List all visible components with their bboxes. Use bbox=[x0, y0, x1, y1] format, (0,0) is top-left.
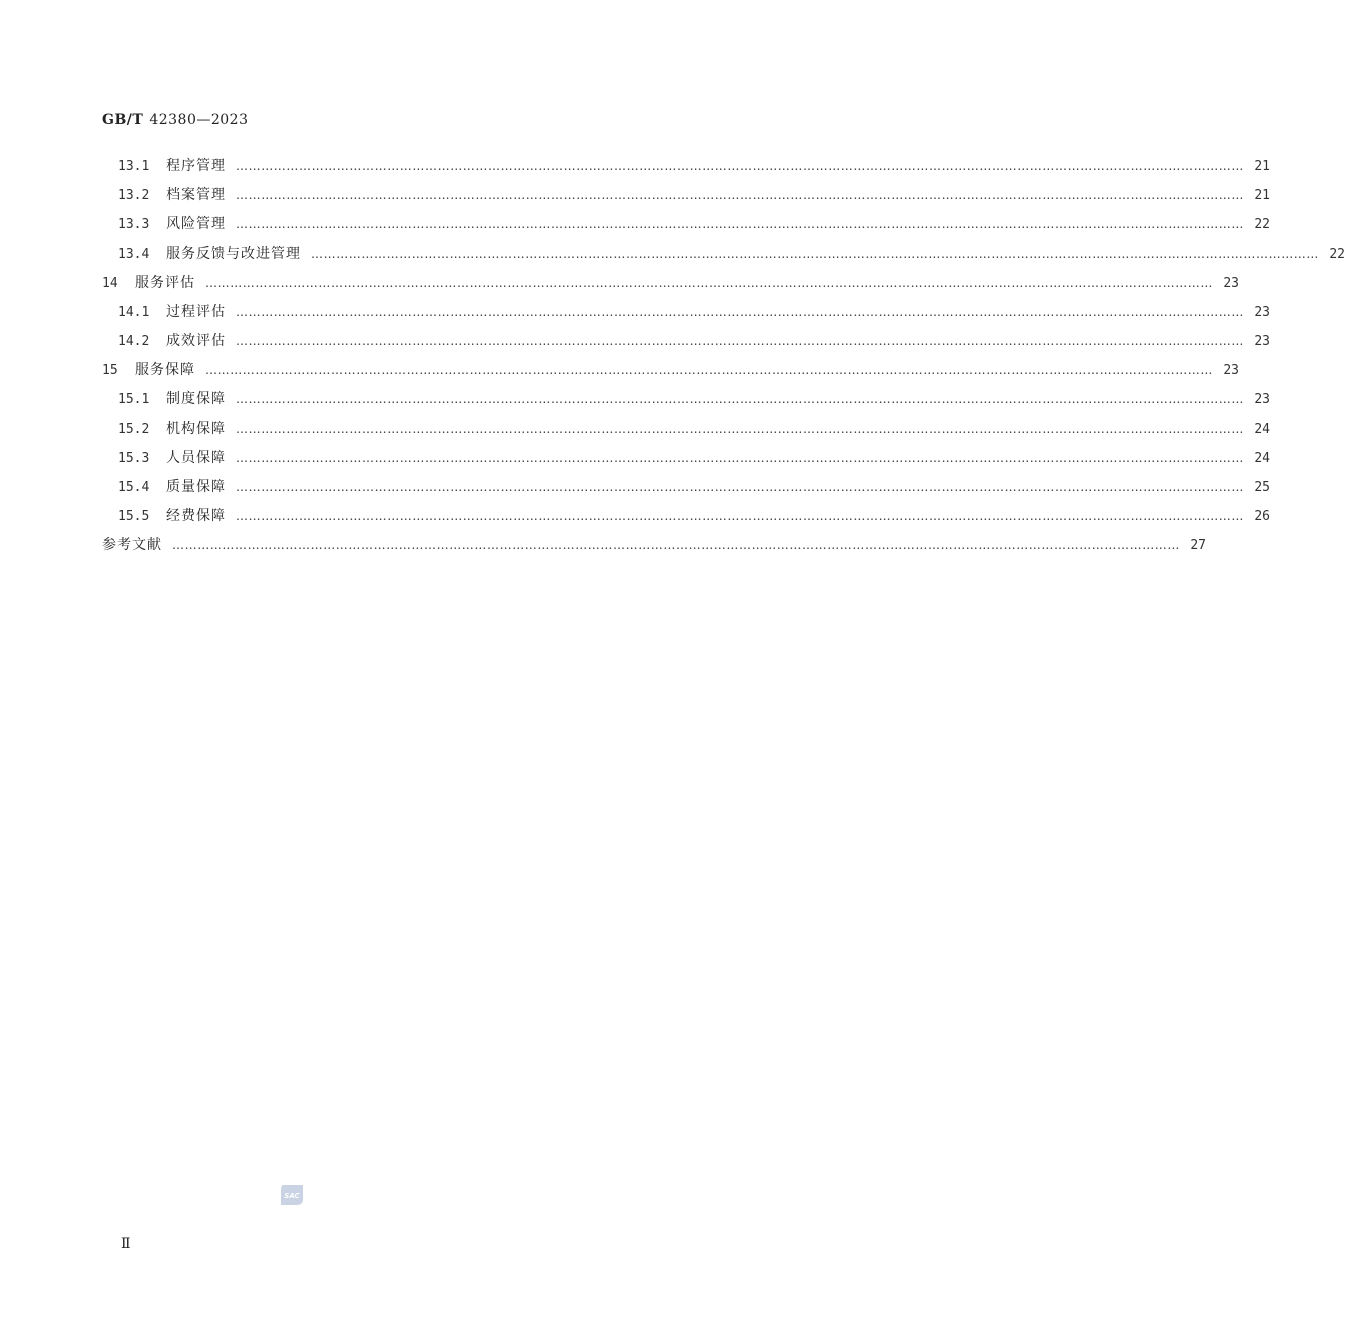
toc-entry[interactable] bbox=[102, 210, 1270, 239]
document-header bbox=[102, 112, 249, 128]
toc-entry[interactable] bbox=[102, 298, 1270, 327]
toc-leader-dots: …………………………………………………………………………………………………………………………………………………………………………………………………………………… bbox=[311, 246, 1319, 261]
toc-entry-number: 13.4 bbox=[118, 246, 150, 262]
toc-leader-dots: …………………………………………………………………………………………………………………………………………………………………………………………………………………… bbox=[236, 188, 1244, 203]
toc-entry-number: 13.2 bbox=[118, 188, 150, 204]
toc-entry-page: 23 bbox=[1223, 275, 1239, 291]
toc-entry-number: 13.3 bbox=[118, 217, 150, 233]
toc-entry-page: 23 bbox=[1254, 334, 1270, 350]
toc-entry-number: 14.1 bbox=[118, 304, 150, 320]
toc-entry-page: 21 bbox=[1254, 188, 1270, 204]
toc-entry-title: 服务保障 bbox=[135, 362, 195, 379]
toc-entry-page: 25 bbox=[1254, 480, 1270, 496]
toc-entry-page: 23 bbox=[1223, 363, 1239, 379]
toc-entry-title: 程序管理 bbox=[166, 157, 226, 174]
table-of-contents bbox=[102, 152, 1345, 561]
toc-leader-dots: …………………………………………………………………………………………………………………………………………………………………………………………………………………… bbox=[236, 421, 1244, 436]
toc-leader-dots: …………………………………………………………………………………………………………………………………………………………………………………………………………………… bbox=[172, 538, 1180, 553]
toc-entry-number: 15.1 bbox=[118, 392, 150, 408]
toc-entry-title: 风险管理 bbox=[166, 216, 226, 233]
toc-entry-number: 15 bbox=[102, 363, 118, 379]
toc-leader-dots: …………………………………………………………………………………………………………………………………………………………………………………………………………………… bbox=[236, 392, 1244, 407]
toc-entry-page: 23 bbox=[1254, 304, 1270, 320]
toc-entry-page: 27 bbox=[1190, 538, 1206, 554]
toc-entry-number: 15.4 bbox=[118, 480, 150, 496]
toc-entry-title: 档案管理 bbox=[166, 187, 226, 204]
toc-leader-dots: …………………………………………………………………………………………………………………………………………………………………………………………………………………… bbox=[205, 363, 1213, 378]
toc-leader-dots: …………………………………………………………………………………………………………………………………………………………………………………………………………………… bbox=[205, 275, 1213, 290]
toc-entry-number: 15.2 bbox=[118, 421, 150, 437]
toc-entry[interactable] bbox=[102, 356, 1239, 385]
toc-leader-dots: …………………………………………………………………………………………………………………………………………………………………………………………………………………… bbox=[236, 158, 1244, 173]
toc-entry-title: 参考文献 bbox=[102, 537, 162, 554]
toc-entry-title: 成效评估 bbox=[166, 333, 226, 350]
toc-entry-title: 机构保障 bbox=[166, 420, 226, 437]
toc-entry-page: 22 bbox=[1254, 217, 1270, 233]
toc-leader-dots: …………………………………………………………………………………………………………………………………………………………………………………………………………………… bbox=[236, 480, 1244, 495]
svg-text:SAC: SAC bbox=[284, 1192, 300, 1200]
toc-entry-page: 22 bbox=[1329, 246, 1345, 262]
toc-entry-page: 24 bbox=[1254, 421, 1270, 437]
toc-entry[interactable] bbox=[102, 152, 1270, 181]
toc-entry-page: 24 bbox=[1254, 450, 1270, 466]
toc-entry[interactable] bbox=[102, 240, 1345, 269]
toc-entry-page: 26 bbox=[1254, 509, 1270, 525]
toc-entry[interactable] bbox=[102, 444, 1270, 473]
toc-entry[interactable] bbox=[102, 531, 1206, 560]
sac-logo-icon bbox=[279, 1183, 305, 1207]
standard-code: GB/T bbox=[102, 112, 144, 128]
toc-entry-title: 质量保障 bbox=[166, 479, 226, 496]
toc-leader-dots: …………………………………………………………………………………………………………………………………………………………………………………………………………………… bbox=[236, 334, 1244, 349]
toc-entry[interactable] bbox=[102, 269, 1239, 298]
toc-entry[interactable] bbox=[102, 502, 1270, 531]
toc-leader-dots: …………………………………………………………………………………………………………………………………………………………………………………………………………………… bbox=[236, 450, 1244, 465]
toc-entry-number: 15.3 bbox=[118, 450, 150, 466]
toc-leader-dots: …………………………………………………………………………………………………………………………………………………………………………………………………………………… bbox=[236, 304, 1244, 319]
toc-entry-number: 15.5 bbox=[118, 509, 150, 525]
toc-entry[interactable] bbox=[102, 181, 1270, 210]
toc-entry-number: 14.2 bbox=[118, 334, 150, 350]
toc-entry-title: 过程评估 bbox=[166, 303, 226, 320]
toc-entry-page: 23 bbox=[1254, 392, 1270, 408]
toc-entry-title: 经费保障 bbox=[166, 508, 226, 525]
toc-entry[interactable] bbox=[102, 327, 1270, 356]
toc-leader-dots: …………………………………………………………………………………………………………………………………………………………………………………………………………………… bbox=[236, 217, 1244, 232]
toc-entry[interactable] bbox=[102, 415, 1270, 444]
page-number: Ⅱ bbox=[121, 1236, 131, 1252]
toc-leader-dots: …………………………………………………………………………………………………………………………………………………………………………………………………………………… bbox=[236, 509, 1244, 524]
toc-entry-title: 服务评估 bbox=[135, 274, 195, 291]
standard-number: 42380—2023 bbox=[149, 112, 249, 128]
toc-entry-number: 13.1 bbox=[118, 158, 150, 174]
toc-entry-number: 14 bbox=[102, 275, 118, 291]
toc-entry-page: 21 bbox=[1254, 158, 1270, 174]
toc-entry-title: 制度保障 bbox=[166, 391, 226, 408]
toc-entry-title: 服务反馈与改进管理 bbox=[166, 245, 301, 262]
toc-entry[interactable] bbox=[102, 473, 1270, 502]
toc-entry-title: 人员保障 bbox=[166, 449, 226, 466]
toc-entry[interactable] bbox=[102, 386, 1270, 415]
